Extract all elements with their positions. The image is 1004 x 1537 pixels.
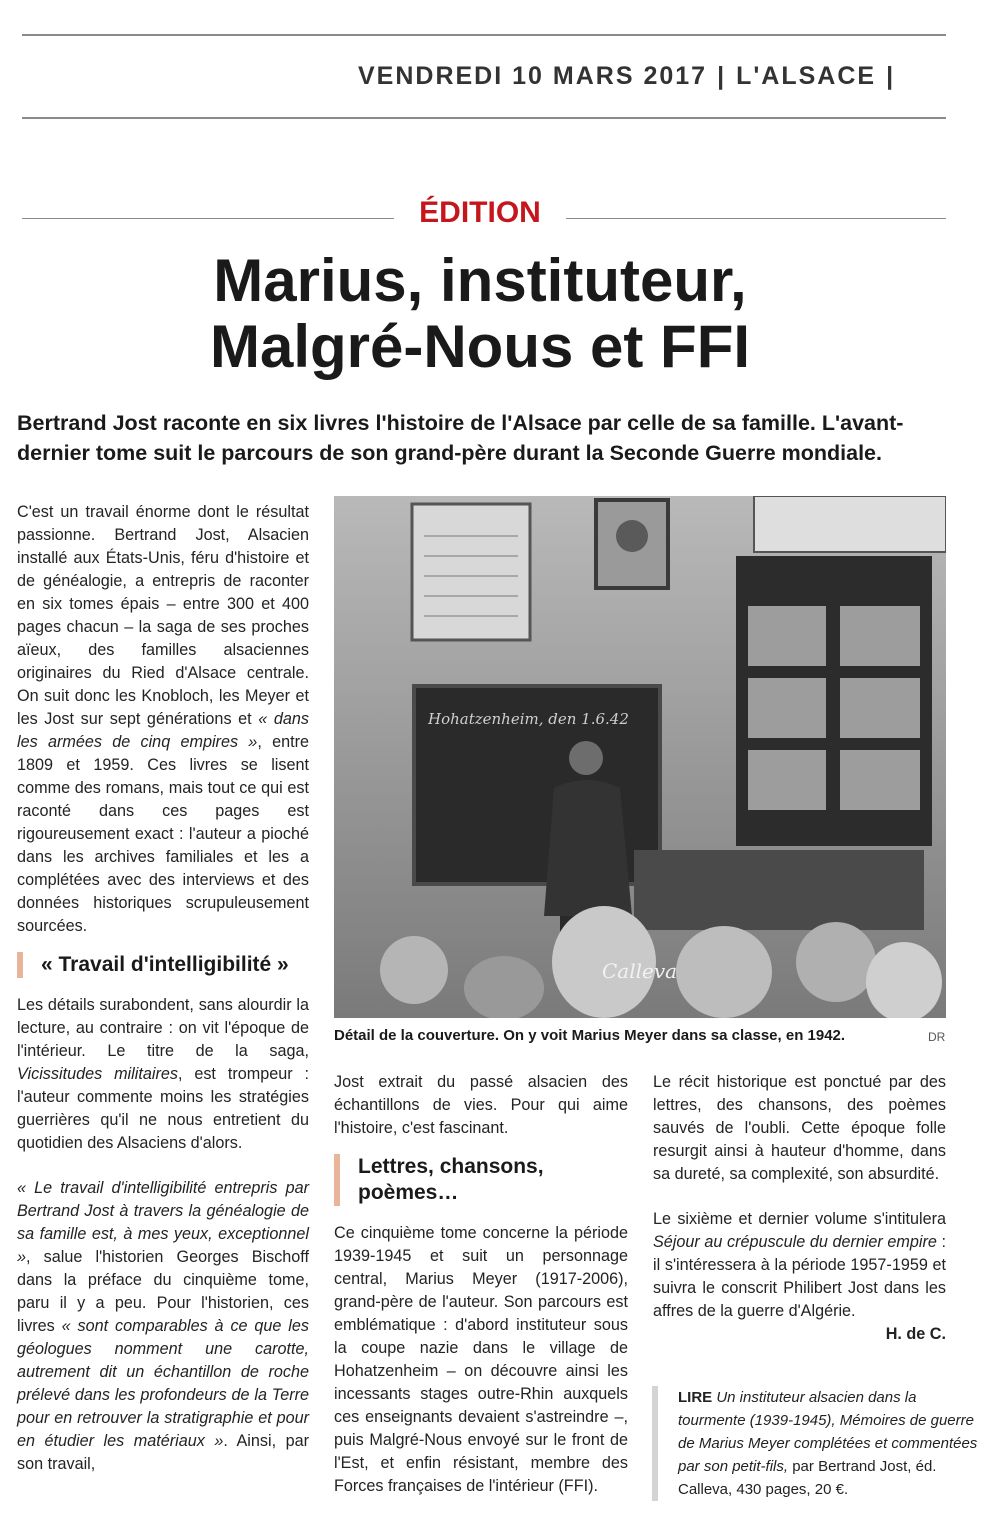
column-3 <box>653 1071 946 1346</box>
column-1 <box>17 501 309 1476</box>
section-rubric: ÉDITION <box>419 196 541 229</box>
lire-box <box>652 1386 978 1501</box>
paragraph <box>653 1208 946 1323</box>
masthead-separator: | <box>717 62 727 90</box>
blackboard-text: Hohatzenheim, den 1.6.42 <box>428 710 629 728</box>
column-2 <box>334 1071 628 1498</box>
paragraph: Jost extrait du passé alsacien des échantillons de vies. Pour qui aime l'histoire, c'est fascinant. <box>334 1073 628 1137</box>
masthead-separator: | <box>886 62 896 90</box>
alphabet-chart <box>412 504 530 640</box>
subhead-lettres: Lettres, chansons, poèmes… <box>334 1154 628 1206</box>
publisher-watermark: Calleva <box>602 959 678 983</box>
saga-title: Vicissitudes militaires <box>17 1065 178 1083</box>
text: , salue l'historien Georges Bischoff dans la préface du cinquième tome, paru il y a peu. Pour l'historien, ces livres <box>17 1248 309 1335</box>
teacher-desk <box>634 850 924 930</box>
classroom-photo <box>334 496 946 1018</box>
book-details: par Bertrand Jost, éd. Calleva, 430 pages, 20 €. <box>678 1458 937 1498</box>
quote: « dans les armées de cinq empires » <box>17 710 310 751</box>
paragraph: Ce cinquième tome concerne la période 1939-1945 et suit un personnage central, Marius Meyer (1917-2006), grand-père de l'auteur. Son parcours est emblématique : d'abord instituteur sous la coupe nazie dans le village de Hohatzenheim – on découvre ainsi les incessants stages outre-Rhin auxquels ces enseignants devaient s'astreindre –, puis Malgré-Nous envoyé sur le front de l'Est, et enfin résistant, membre des Forces françaises de l'intérieur (FFI). <box>334 1224 628 1495</box>
masthead-date: VENDREDI 10 MARS 2017 <box>358 62 708 90</box>
masthead-paper: L'ALSACE <box>736 62 877 90</box>
quote: « Le travail d'intelligibilité entrepris par Bertrand Jost à travers la généalogie de sa famille est, à mes yeux, exceptionnel » <box>17 1179 309 1266</box>
lire-label: LIRE <box>678 1389 713 1406</box>
text: C'est un travail énorme dont le résultat passionne. Bertrand Jost, Alsacien installé aux États-Unis, féru d'histoire et de généalogie, a entrepris de raconter en six tomes épais – entre 300 et 400 pages chacun – la saga de ses proches aïeux, des familles alsaciennes originaires du Ried d'Alsace centrale. On suit donc les Knobloch, les Meyer et les Jost sur sept générations et <box>17 503 309 728</box>
volume-title: Séjour au crépuscule du dernier empire <box>653 1233 937 1251</box>
author-signature: H. de C. <box>885 1325 946 1343</box>
photo-credit: DR <box>928 1030 946 1044</box>
text: Le sixième et dernier volume s'intitulera <box>653 1210 946 1228</box>
text: , est trompeur : l'auteur commente moins les stratégies guerrières qu'il ne nous entretient du quotidien des Alsaciens d'alors. <box>17 1065 309 1152</box>
paragraph: Le récit historique est ponctué par des lettres, des chansons, des poèmes sauvés de l'oubli. Cette époque folle resurgit ainsi à hauteur d'homme, dans sa dureté, sa complexité, son absurdité. <box>653 1073 946 1183</box>
paragraph <box>17 994 309 1155</box>
paragraph <box>17 1177 309 1476</box>
headline-line-1: Marius, instituteur, <box>213 247 747 314</box>
masthead <box>358 62 905 91</box>
book-title: Un instituteur alsacien dans la tourmente (1939-1945), Mémoires de guerre de Marius Meyer complétées et commentées par son petit-fils, <box>678 1389 978 1475</box>
text: . Ainsi, par son travail, <box>17 1432 310 1473</box>
headline-line-2: Malgré-Nous et FFI <box>209 313 751 380</box>
text: : il s'intéressera à la période 1957-1959 et suivra le conscrit Philibert Jost dans les affres de la guerre d'Algérie. <box>653 1233 946 1320</box>
text: Les détails surabondent, sans alourdir la lecture, au contraire : on vit l'époque de l'intérieur. Le titre de la saga, <box>17 996 309 1060</box>
subhead-travail: « Travail d'intelligibilité » <box>17 952 309 978</box>
photo-caption: Détail de la couverture. On y voit Marius Meyer dans sa classe, en 1942. <box>334 1027 846 1044</box>
top-rule <box>22 34 946 36</box>
rubric-rule-right <box>566 218 946 219</box>
masthead-rule <box>22 117 946 119</box>
text: , entre 1809 et 1959. Ces livres se lisent comme des romans, mais tout ce qui est raconté dans ces pages est rigoureusement exact : l'auteur a pioché dans les archives familiales et les a complétées avec des interviews et des données historiques scrupuleusement sourcées. <box>17 733 309 935</box>
quote: « sont comparables à ce que les géologues nomment une carotte, autrement dit un échantillon de roche prélevé dans les profondeurs de la Terre pour en retrouver la stratigraphie et pour en étudier les matériaux » <box>17 1317 309 1450</box>
lede: Bertrand Jost raconte en six livres l'histoire de l'Alsace par celle de sa famille. L'avant-dernier tome suit le parcours de son grand-père durant la Seconde Guerre mondiale. <box>17 411 904 465</box>
rubric-rule-left <box>22 218 394 219</box>
paragraph <box>17 501 309 938</box>
